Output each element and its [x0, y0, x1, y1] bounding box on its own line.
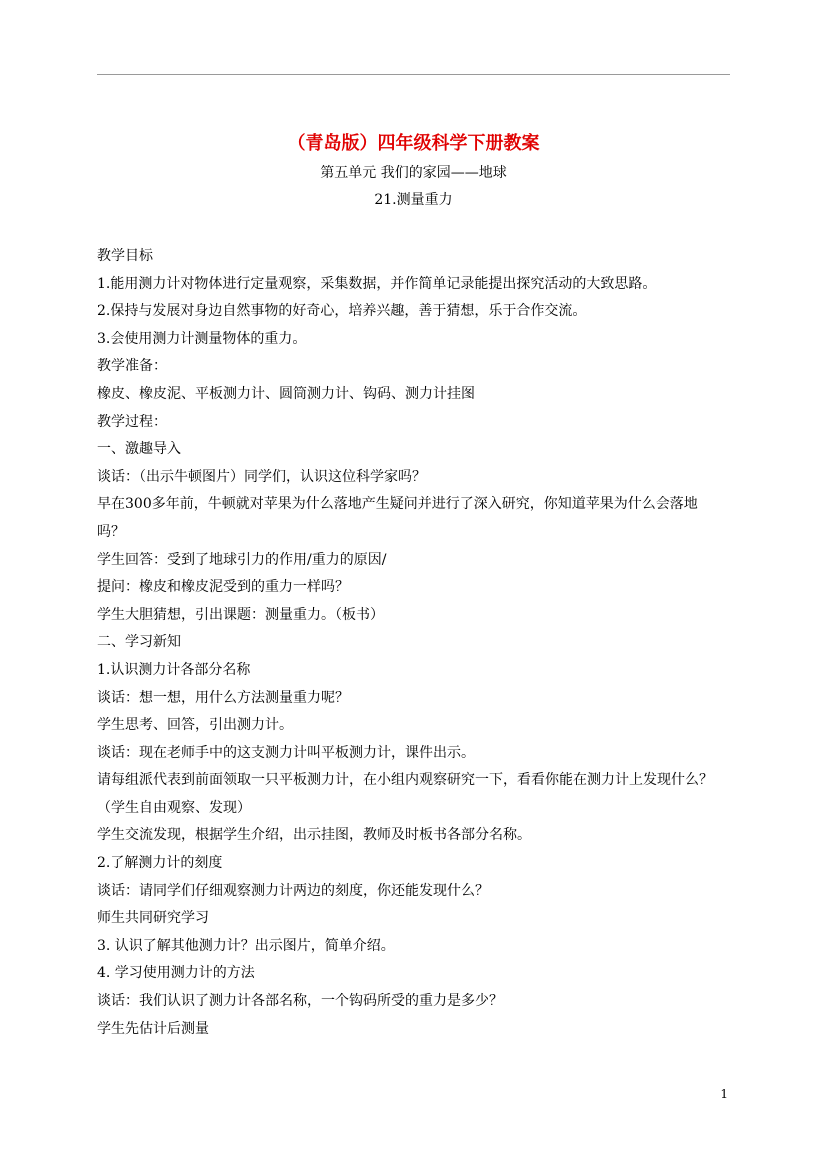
body-line: 2.保持与发展对身边自然事物的好奇心，培养兴趣，善于猜想，乐于合作交流。	[97, 303, 587, 320]
body-line: 1.能用测力计对物体进行定量观察，采集数据，并作简单记录能提出探究活动的大致思路。	[97, 275, 657, 292]
body-line: 谈话：想一想，用什么方法测量重力呢？	[97, 689, 349, 706]
body-line: 二、学习新知	[97, 634, 181, 651]
body-line: 3. 认识了解其他测力计？出示图片，简单介绍。	[97, 937, 395, 954]
body-line: 谈话：我们认识了测力计各部名称，一个钩码所受的重力是多少？	[97, 993, 503, 1010]
body-line: 教学过程：	[97, 413, 167, 430]
lesson-body	[97, 243, 737, 1043]
body-line: 请每组派代表到前面领取一只平板测力计，在小组内观察研究一下，看看你能在测力计上发现什么？	[97, 772, 713, 789]
body-line: 1.认识测力计各部分名称	[97, 661, 251, 678]
body-line: 一、激趣导入	[97, 441, 181, 458]
body-line: 橡皮、橡皮泥、平板测力计、圆筒测力计、钩码、测力计挂图	[97, 385, 475, 402]
body-line: 提问：橡皮和橡皮泥受到的重力一样吗？	[97, 579, 349, 596]
unit-subtitle: 第五单元 我们的家园——地球	[320, 165, 507, 181]
body-line: 教学目标	[97, 248, 153, 264]
body-line: 早在300多年前，牛顿就对苹果为什么落地产生疑问并进行了深入研究，你知道苹果为什么会落地	[97, 496, 698, 513]
header-rule	[97, 74, 730, 75]
body-line: 吗？	[97, 523, 125, 540]
body-line: （学生自由观察、发现）	[97, 799, 251, 816]
body-line: 学生先估计后测量	[97, 1020, 209, 1037]
body-line: 学生交流发现，根据学生介绍，出示挂图，教师及时板书各部分名称。	[97, 827, 531, 844]
lesson-subtitle: 21.测量重力	[374, 192, 453, 208]
body-line: 3.会使用测力计测量物体的重力。	[97, 330, 307, 347]
body-line: 谈话：（出示牛顿图片）同学们，认识这位科学家吗？	[97, 468, 426, 485]
body-line: 师生共同研究学习	[97, 910, 209, 927]
document-title: （青岛版）四年级科学下册教案	[287, 133, 540, 154]
body-line: 谈话：现在老师手中的这支测力计叫平板测力计，课件出示。	[97, 744, 475, 761]
body-line: 谈话：请同学们仔细观察测力计两边的刻度，你还能发现什么？	[97, 882, 489, 899]
body-line: 2.了解测力计的刻度	[97, 855, 223, 872]
body-line: 学生思考、回答，引出测力计。	[97, 717, 293, 734]
body-line: 教学准备：	[97, 358, 167, 375]
body-line: 4. 学习使用测力计的方法	[97, 965, 255, 982]
page-number: 1	[720, 1087, 728, 1101]
body-line: 学生回答：受到了地球引力的作用/重力的原因/	[97, 551, 387, 568]
body-line: 学生大胆猜想，引出课题：测量重力。（板书）	[97, 606, 384, 623]
